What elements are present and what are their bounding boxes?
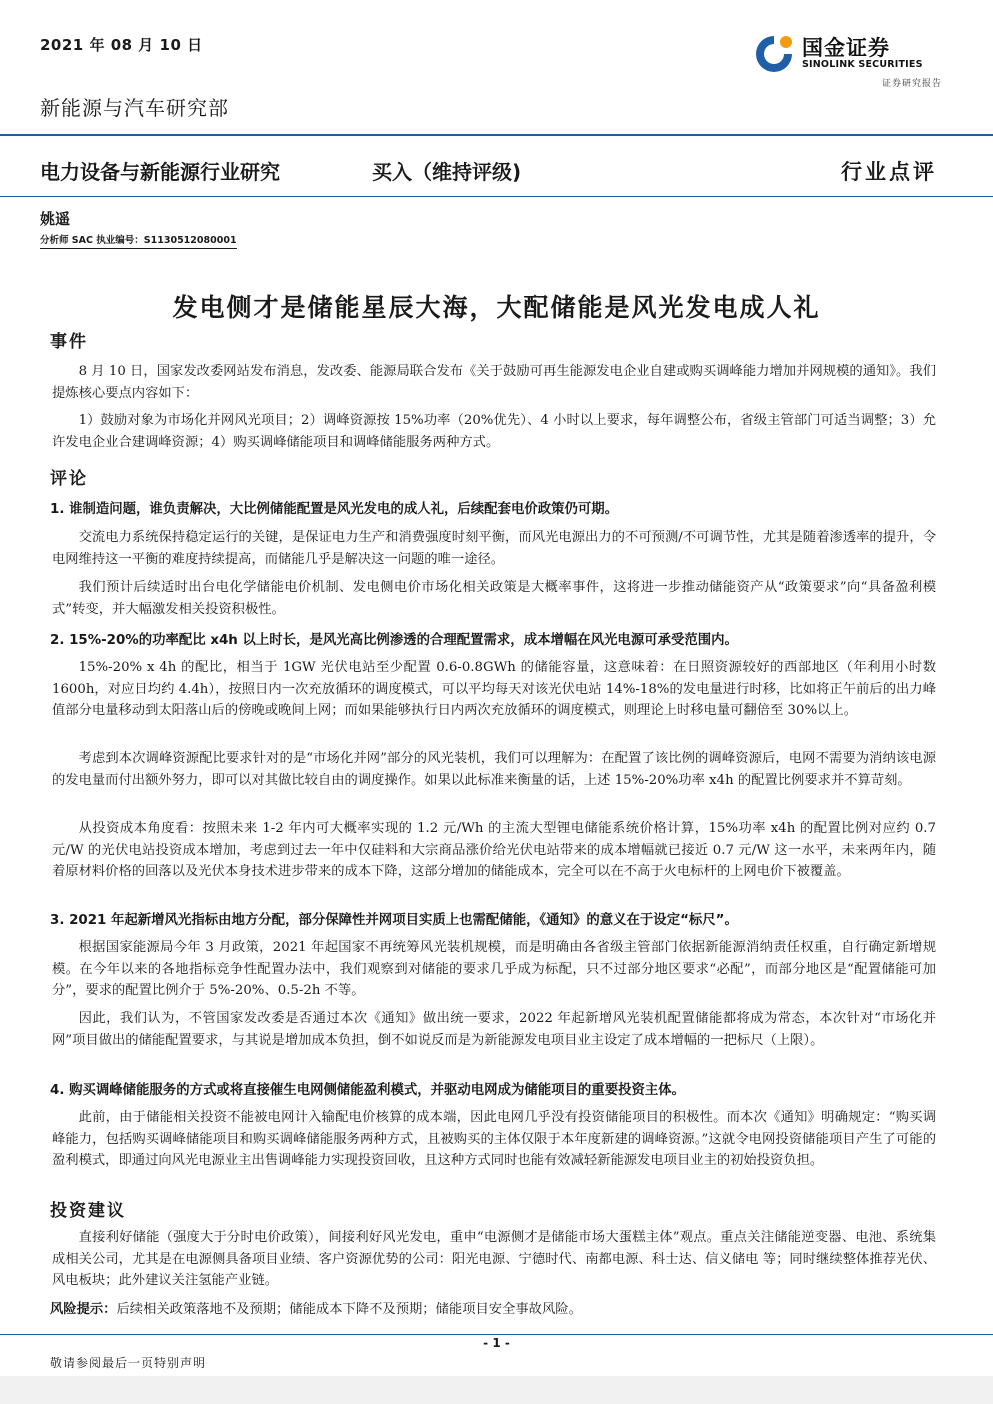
- paragraph: 8 月 10 日，国家发改委网站发布消息，发改委、能源局联合发布《关于鼓励可再生能源发电企业自建或购买调峰能力增加并网规模的通知》。我们提炼核心要点内容如下：: [52, 364, 936, 401]
- section-heading-advice: 投资建议: [50, 1201, 126, 1221]
- paragraph: 考虑到本次调峰资源配比要求针对的是“市场化并网”部分的风光装机，我们可以理解为：在配置了该比例的调峰资源后，电网不需要为消纳该电源的发电量而付出额外努力，即可以对其做比较自由的调度操作。如果以此标准来衡量的话，上述 15%-20%功率 x4h 的配置比例要求并不算苛刻。: [52, 751, 936, 788]
- point-heading: 4. 购买调峰储能服务的方式或将直接催生电网侧储能盈利模式，并驱动电网成为储能项目的重要投资主体。: [50, 1083, 686, 1098]
- paragraph: 我们预计后续适时出台电化学储能电价机制、发电侧电价市场化相关政策是大概率事件，这将进一步推动储能资产从“政策要求”向“具备盈利模式”转变，并大幅激发相关投资积极性。: [52, 580, 936, 617]
- section-heading-comment: 评论: [50, 469, 88, 489]
- paragraph: 15%-20% x 4h 的配比，相当于 1GW 光伏电站至少配置 0.6-0.8GWh 的储能容量，这意味着：在日照资源较好的西部地区（年利用小时数 1600h，对应日均约 4.4h），按照日内一次充放循环的调度模式，可以平均每天对该光伏电站 14%-18%的发电量进行时移，比如将正午前后的出力峰值部分电量移动到太阳落山后的傍晚或晚间上网；而如果能够执行日内两次充放循环的调度模式，则理论上时移电量可翻倍至 30%以上。: [52, 660, 936, 718]
- footer-divider: [0, 1334, 993, 1335]
- point-heading: 2. 15%-20%的功率配比 x4h 以上时长，是风光高比例渗透的合理配置需求，成本增幅在风光电源可承受范围内。: [50, 633, 738, 648]
- paragraph: 从投资成本角度看：按照未来 1-2 年内可大概率实现的 1.2 元/Wh 的主流大型锂电储能系统价格计算，15%功率 x4h 的配置比例对应约 0.7 元/W 的光伏电站投资成本增加，考虑到过去一年中仅硅料和大宗商品涨价给光伏电站带来的成本增幅就已接近 0.7 元/W 这一水平，未来两年内，随着原材料价格的回落以及光伏本身技术进步带来的成本下降，这部分增加的储能成本，完全可以在不高于火电标杆的上网电价下被覆盖。: [52, 821, 936, 879]
- section-heading-event: 事件: [50, 332, 88, 352]
- department-name: 新能源与汽车研究部: [40, 96, 229, 120]
- paragraph: 1）鼓励对象为市场化并网风光项目；2）调峰资源按 15%功率（20%优先）、4 小时以上要求，每年调整公布，省级主管部门可适当调整；3）允许发电企业合建调峰资源；4）购买调峰储能项目和调峰储能服务两种方式。: [52, 413, 936, 450]
- point-heading: 3. 2021 年起新增风光指标由地方分配，部分保障性并网项目实质上也需配储能，《通知》的意义在于设定“标尺”。: [50, 913, 738, 928]
- footer-band: [0, 1376, 993, 1404]
- analyst-id: 分析师 SAC 执业编号：S1130512080001: [40, 232, 237, 249]
- paragraph: 根据国家能源局今年 3 月政策，2021 年起国家不再统筹风光装机规模，而是明确由各省级主管部门依据新能源消纳责任权重，自行确定新增规模。在今年以来的各地指标竞争性配置办法中，我们观察到对储能的要求几乎成为标配，只不过部分地区要求“必配”，而部分地区是“配置储能可加分”，要求的配置比例介于 5%-20%、0.5-2h 不等。: [52, 940, 936, 998]
- analyst-name: 姚遥: [40, 210, 71, 228]
- footer-note: 敬请参阅最后一页特别声明: [50, 1356, 207, 1370]
- report-date: 2021 年 08 月 10 日: [40, 36, 203, 54]
- sinolink-logo-icon: [752, 32, 796, 76]
- paragraph: 因此，我们认为，不管国家发改委是否通过本次《通知》做出统一要求，2022 年起新增风光装机配置储能都将成为常态，本次针对“市场化并网”项目做出的储能配置要求，与其说是增加成本负担，倒不如说反而是为新能源发电项目业主设定了成本增幅的一把标尺（上限）。: [52, 1011, 936, 1048]
- paragraph: 直接利好储能（强度大于分时电价政策），间接利好风光发电，重申“电源侧才是储能市场大蛋糕主体”观点。重点关注储能逆变器、电池、系统集成相关公司，尤其是在电源侧具备项目业绩、客户资源优势的公司：阳光电源、宁德时代、南都电源、科士达、信义储电 等；同时继续整体推荐光伏、风电板块；此外建议关注氢能产业链。: [52, 1230, 936, 1288]
- risk-text: 后续相关政策落地不及预期；储能成本下降不及预期；储能项目安全事故风险。: [116, 1302, 582, 1317]
- risk-label: 风险提示：: [50, 1302, 117, 1317]
- main-title: 发电侧才是储能星辰大海，大配储能是风光发电成人礼: [172, 293, 821, 322]
- report-type: 行业点评: [841, 159, 937, 184]
- company-logo: [752, 30, 952, 92]
- header-divider-bottom: [0, 196, 993, 197]
- rating: 买入（维持评级): [372, 160, 522, 184]
- paragraph: 交流电力系统保持稳定运行的关键，是保证电力生产和消费强度时刻平衡，而风光电源出力的不可预测/不可调节性，尤其是随着渗透率的提升，令电网维持这一平衡的难度持续提高，而储能几乎是解决这一问题的唯一途径。: [52, 530, 936, 567]
- risk-warning: [50, 1298, 940, 1317]
- report-title: 电力设备与新能源行业研究: [40, 160, 280, 184]
- point-heading: 1. 谁制造问题，谁负责解决，大比例储能配置是风光发电的成人礼，后续配套电价政策仍可期。: [50, 502, 619, 517]
- page-number: - 1 -: [483, 1336, 510, 1350]
- header-divider: [0, 134, 993, 136]
- paragraph: 此前，由于储能相关投资不能被电网计入输配电价核算的成本端，因此电网几乎没有投资储能项目的积极性。而本次《通知》明确规定：“购买调峰能力，包括购买调峰储能项目和购买调峰储能服务两种方式，且被购买的主体仅限于本年度新建的调峰资源。”这就令电网投资储能项目产生了可能的盈利模式，即通过向风光电源业主出售调峰能力实现投资回收，且这种方式同时也能有效减轻新能源发电项目业主的初始投资负担。: [52, 1110, 936, 1168]
- logo-subtitle: 证券研究报告: [881, 79, 942, 89]
- logo-name-en: SINOLINK SECURITIES: [802, 59, 923, 70]
- logo-name-cn: 国金证券: [802, 36, 890, 60]
